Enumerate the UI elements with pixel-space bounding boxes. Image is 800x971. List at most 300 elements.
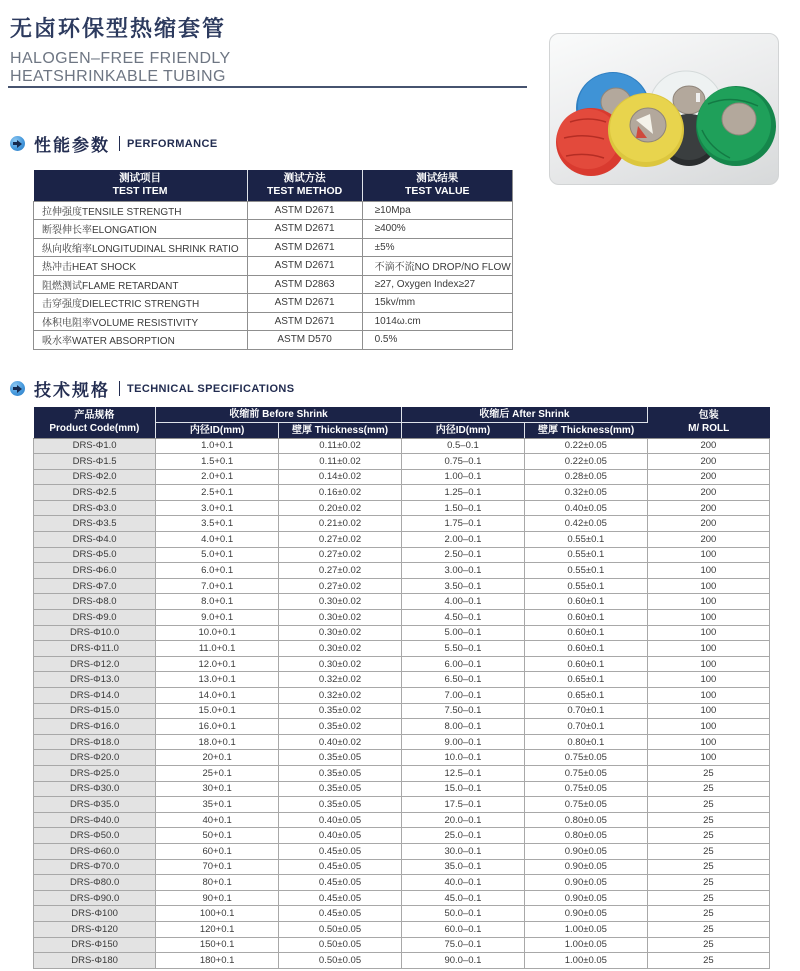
table-cell: 0.14±0.02 — [279, 469, 402, 485]
table-cell: 25+0.1 — [156, 765, 279, 781]
table-row — [34, 257, 513, 276]
table-cell: DRS-Φ10.0 — [34, 625, 156, 641]
table-cell: 200 — [647, 454, 769, 470]
table-row — [34, 828, 770, 844]
col-test-item-en: TEST ITEM — [112, 185, 168, 198]
table-cell: 拉伸强度TENSILE STRENGTH — [34, 201, 248, 220]
table-cell: 热冲击HEAT SHOCK — [34, 257, 248, 276]
table-cell: 0.50±0.05 — [279, 953, 402, 969]
table-cell: 25 — [647, 797, 769, 813]
table-cell: 0.20±0.02 — [279, 500, 402, 516]
table-cell: DRS-Φ1.0 — [34, 438, 156, 454]
table-row — [34, 201, 513, 220]
table-cell: DRS-Φ3.5 — [34, 516, 156, 532]
table-cell: 0.90±0.05 — [524, 890, 647, 906]
table-row — [34, 921, 770, 937]
table-cell: DRS-Φ70.0 — [34, 859, 156, 875]
table-cell: 0.50±0.05 — [279, 921, 402, 937]
specs-header-row-1 — [34, 407, 770, 422]
table-row — [34, 812, 770, 828]
table-row — [34, 485, 770, 501]
table-cell: 0.55±0.1 — [524, 547, 647, 563]
table-cell: 0.32±0.02 — [279, 688, 402, 704]
col-product-code — [34, 407, 156, 438]
table-row — [34, 469, 770, 485]
table-cell: 0.30±0.02 — [279, 594, 402, 610]
table-cell: DRS-Φ14.0 — [34, 688, 156, 704]
table-row — [34, 331, 513, 350]
table-cell: 0.60±0.1 — [524, 656, 647, 672]
table-row — [34, 500, 770, 516]
table-row — [34, 875, 770, 891]
table-cell: 25.0–0.1 — [401, 828, 524, 844]
table-cell: 0.90±0.05 — [524, 843, 647, 859]
table-cell: 100 — [647, 734, 769, 750]
table-cell: 0.60±0.1 — [524, 610, 647, 626]
table-row — [34, 547, 770, 563]
table-cell: 100 — [647, 641, 769, 657]
table-cell: 0.16±0.02 — [279, 485, 402, 501]
table-cell: 0.30±0.02 — [279, 641, 402, 657]
table-cell: DRS-Φ13.0 — [34, 672, 156, 688]
table-cell: 0.55±0.1 — [524, 532, 647, 548]
table-cell: DRS-Φ150 — [34, 937, 156, 953]
table-cell: 25 — [647, 906, 769, 922]
arrow-circle-icon — [10, 381, 25, 396]
table-cell: 0.90±0.05 — [524, 859, 647, 875]
table-cell: DRS-Φ6.0 — [34, 563, 156, 579]
col-before-thickness: 壁厚 Thickness(mm) — [279, 422, 402, 438]
table-cell: 1.50–0.1 — [401, 500, 524, 516]
col-test-method — [247, 170, 362, 201]
table-cell: DRS-Φ2.5 — [34, 485, 156, 501]
table-cell: 14.0+0.1 — [156, 688, 279, 704]
table-cell: 0.75±0.05 — [524, 781, 647, 797]
table-cell: 0.75–0.1 — [401, 454, 524, 470]
table-cell: 0.27±0.02 — [279, 563, 402, 579]
table-cell: 80+0.1 — [156, 875, 279, 891]
table-cell: 100 — [647, 719, 769, 735]
table-cell: 17.5–0.1 — [401, 797, 524, 813]
performance-title-en: PERFORMANCE — [127, 137, 218, 150]
table-cell: 200 — [647, 438, 769, 454]
table-cell: 0.40±0.05 — [279, 812, 402, 828]
table-cell: 12.0+0.1 — [156, 656, 279, 672]
table-cell: 50.0–0.1 — [401, 906, 524, 922]
table-cell: 8.0+0.1 — [156, 594, 279, 610]
table-cell: 0.35±0.05 — [279, 750, 402, 766]
specs-section-header — [10, 376, 294, 401]
arrow-circle-icon — [10, 136, 25, 151]
table-cell: 7.50–0.1 — [401, 703, 524, 719]
table-row — [34, 454, 770, 470]
table-cell: 0.28±0.05 — [524, 469, 647, 485]
col-product-code-cn: 产品规格 — [74, 410, 115, 422]
table-cell: DRS-Φ11.0 — [34, 641, 156, 657]
table-cell: 100 — [647, 703, 769, 719]
specs-table-body — [34, 438, 770, 968]
table-cell: 0.35±0.02 — [279, 703, 402, 719]
table-cell: ASTM D2671 — [247, 220, 362, 239]
table-cell: ASTM D2671 — [247, 257, 362, 276]
table-cell: 1.00±0.05 — [524, 937, 647, 953]
table-cell: 0.40±0.05 — [279, 828, 402, 844]
table-cell: 7.0+0.1 — [156, 578, 279, 594]
table-cell: 0.27±0.02 — [279, 547, 402, 563]
table-cell: 0.60±0.1 — [524, 594, 647, 610]
performance-title-cn: 性能参数 — [34, 136, 110, 155]
table-cell: 0.80±0.1 — [524, 734, 647, 750]
performance-table-body — [34, 201, 513, 349]
table-row — [34, 275, 513, 294]
table-cell: 3.0+0.1 — [156, 500, 279, 516]
subtitle-line-2: HEATSHRINKABLE TUBING — [10, 68, 226, 86]
table-cell: 0.45±0.05 — [279, 906, 402, 922]
table-cell: DRS-Φ180 — [34, 953, 156, 969]
table-cell: 0.11±0.02 — [279, 454, 402, 470]
table-cell: 18.0+0.1 — [156, 734, 279, 750]
performance-table — [33, 170, 513, 350]
page-subtitle — [10, 50, 231, 86]
table-cell: 0.30±0.02 — [279, 610, 402, 626]
col-test-item-cn: 测试项目 — [119, 172, 162, 185]
table-cell: 0.5–0.1 — [401, 438, 524, 454]
table-row — [34, 688, 770, 704]
table-row — [34, 625, 770, 641]
table-cell: 16.0+0.1 — [156, 719, 279, 735]
table-cell: 90+0.1 — [156, 890, 279, 906]
table-cell: 0.45±0.05 — [279, 843, 402, 859]
table-cell: 9.00–0.1 — [401, 734, 524, 750]
table-cell: 25 — [647, 921, 769, 937]
table-cell: DRS-Φ18.0 — [34, 734, 156, 750]
table-cell: 150+0.1 — [156, 937, 279, 953]
table-cell: 0.27±0.02 — [279, 578, 402, 594]
table-cell: 7.00–0.1 — [401, 688, 524, 704]
col-after-id: 内径ID(mm) — [401, 422, 524, 438]
table-cell: 35.0–0.1 — [401, 859, 524, 875]
table-cell: 2.50–0.1 — [401, 547, 524, 563]
table-cell: 0.32±0.05 — [524, 485, 647, 501]
table-cell: 2.5+0.1 — [156, 485, 279, 501]
table-cell: DRS-Φ4.0 — [34, 532, 156, 548]
table-row — [34, 890, 770, 906]
table-cell: 0.40±0.05 — [524, 500, 647, 516]
table-cell: DRS-Φ120 — [34, 921, 156, 937]
table-cell: 0.35±0.05 — [279, 797, 402, 813]
table-cell: 15.0–0.1 — [401, 781, 524, 797]
table-cell: ASTM D2671 — [247, 238, 362, 257]
table-cell: 30+0.1 — [156, 781, 279, 797]
table-cell: DRS-Φ30.0 — [34, 781, 156, 797]
table-cell: 200 — [647, 469, 769, 485]
table-cell: 25 — [647, 937, 769, 953]
table-cell: 阻燃测试FLAME RETARDANT — [34, 275, 248, 294]
table-cell: 100 — [647, 563, 769, 579]
table-cell: ASTM D2671 — [247, 294, 362, 313]
col-pack-en: M/ ROLL — [688, 423, 730, 435]
table-cell: 1.75–0.1 — [401, 516, 524, 532]
col-group-after-shrink: 收缩后 After Shrink — [401, 407, 647, 422]
table-cell: 13.0+0.1 — [156, 672, 279, 688]
table-cell: 100 — [647, 594, 769, 610]
table-cell: 0.60±0.1 — [524, 641, 647, 657]
table-cell: 0.75±0.05 — [524, 750, 647, 766]
table-cell: 100 — [647, 688, 769, 704]
table-cell: 4.0+0.1 — [156, 532, 279, 548]
table-cell: DRS-Φ7.0 — [34, 578, 156, 594]
table-cell: 3.50–0.1 — [401, 578, 524, 594]
table-row — [34, 859, 770, 875]
table-cell: 9.0+0.1 — [156, 610, 279, 626]
table-cell: 0.75±0.05 — [524, 797, 647, 813]
table-cell: 0.65±0.1 — [524, 672, 647, 688]
table-cell: 1.0+0.1 — [156, 438, 279, 454]
table-cell: 100 — [647, 672, 769, 688]
table-row — [34, 781, 770, 797]
table-cell: ASTM D2671 — [247, 201, 362, 220]
table-cell: 100 — [647, 610, 769, 626]
table-cell: ≥400% — [362, 220, 512, 239]
table-cell: 6.0+0.1 — [156, 563, 279, 579]
table-cell: 0.42±0.05 — [524, 516, 647, 532]
table-cell: 0.11±0.02 — [279, 438, 402, 454]
table-cell: 30.0–0.1 — [401, 843, 524, 859]
table-cell: 1.00±0.05 — [524, 953, 647, 969]
table-cell: 断裂伸长率ELONGATION — [34, 220, 248, 239]
table-cell: 8.00–0.1 — [401, 719, 524, 735]
table-cell: DRS-Φ9.0 — [34, 610, 156, 626]
tubing-roll-yellow — [608, 93, 684, 167]
table-cell: 0.22±0.05 — [524, 454, 647, 470]
table-cell: DRS-Φ90.0 — [34, 890, 156, 906]
table-cell: ≥27, Oxygen Index≥27 — [362, 275, 512, 294]
table-cell: DRS-Φ5.0 — [34, 547, 156, 563]
table-cell: 5.50–0.1 — [401, 641, 524, 657]
table-cell: DRS-Φ20.0 — [34, 750, 156, 766]
table-cell: 1014ω.cm — [362, 312, 512, 331]
tubing-roll-green — [696, 86, 776, 166]
col-test-value-cn: 测试结果 — [416, 172, 459, 185]
table-row — [34, 656, 770, 672]
table-cell: 0.60±0.1 — [524, 625, 647, 641]
table-cell: 60.0–0.1 — [401, 921, 524, 937]
table-cell: DRS-Φ12.0 — [34, 656, 156, 672]
table-cell: 25 — [647, 953, 769, 969]
table-cell: 不滴不流NO DROP/NO FLOW — [362, 257, 512, 276]
table-row — [34, 594, 770, 610]
col-after-thickness: 壁厚 Thickness(mm) — [524, 422, 647, 438]
table-cell: 200 — [647, 485, 769, 501]
table-row — [34, 734, 770, 750]
table-cell: 70+0.1 — [156, 859, 279, 875]
table-cell: DRS-Φ2.0 — [34, 469, 156, 485]
product-photo — [549, 33, 779, 185]
table-cell: DRS-Φ1.5 — [34, 454, 156, 470]
table-cell: 75.0–0.1 — [401, 937, 524, 953]
table-cell: 4.50–0.1 — [401, 610, 524, 626]
table-row — [34, 294, 513, 313]
table-cell: ASTM D2863 — [247, 275, 362, 294]
table-cell: 0.80±0.05 — [524, 812, 647, 828]
table-row — [34, 750, 770, 766]
table-cell: 100 — [647, 625, 769, 641]
col-product-code-en: Product Code(mm) — [49, 423, 140, 435]
table-cell: 3.00–0.1 — [401, 563, 524, 579]
subtitle-line-1: HALOGEN–FREE FRIENDLY — [10, 50, 231, 67]
table-row — [34, 703, 770, 719]
table-cell: 25 — [647, 859, 769, 875]
col-test-value — [362, 170, 512, 201]
table-cell: 5.00–0.1 — [401, 625, 524, 641]
table-cell: 吸水率WATER ABSORPTION — [34, 331, 248, 350]
table-cell: 15kv/mm — [362, 294, 512, 313]
table-cell: 120+0.1 — [156, 921, 279, 937]
table-cell: 25 — [647, 843, 769, 859]
performance-header-row — [34, 170, 513, 201]
table-cell: 0.45±0.05 — [279, 875, 402, 891]
table-cell: 3.5+0.1 — [156, 516, 279, 532]
section-title-divider — [119, 381, 120, 396]
table-cell: 5.0+0.1 — [156, 547, 279, 563]
table-cell: DRS-Φ50.0 — [34, 828, 156, 844]
table-cell: 100 — [647, 656, 769, 672]
performance-section-header — [10, 131, 218, 156]
table-cell: DRS-Φ16.0 — [34, 719, 156, 735]
table-row — [34, 719, 770, 735]
table-cell: 50+0.1 — [156, 828, 279, 844]
table-cell: DRS-Φ3.0 — [34, 500, 156, 516]
table-cell: 2.00–0.1 — [401, 532, 524, 548]
header-divider — [8, 86, 527, 88]
table-cell: DRS-Φ8.0 — [34, 594, 156, 610]
table-cell: 0.90±0.05 — [524, 906, 647, 922]
table-row — [34, 438, 770, 454]
col-pack-cn: 包装 — [698, 410, 719, 422]
table-cell: 100+0.1 — [156, 906, 279, 922]
table-cell: 200 — [647, 532, 769, 548]
col-before-id: 内径ID(mm) — [156, 422, 279, 438]
col-test-value-en: TEST VALUE — [405, 185, 470, 198]
col-test-method-en: TEST METHOD — [266, 185, 343, 198]
table-cell: 0.70±0.1 — [524, 703, 647, 719]
table-cell: 0.45±0.05 — [279, 890, 402, 906]
table-cell: 6.00–0.1 — [401, 656, 524, 672]
table-row — [34, 937, 770, 953]
table-cell: 1.5+0.1 — [156, 454, 279, 470]
table-cell: 0.40±0.02 — [279, 734, 402, 750]
table-cell: 10.0+0.1 — [156, 625, 279, 641]
table-cell: 击穿强度DIELECTRIC STRENGTH — [34, 294, 248, 313]
table-row — [34, 516, 770, 532]
table-row — [34, 843, 770, 859]
table-cell: 20+0.1 — [156, 750, 279, 766]
table-cell: 100 — [647, 578, 769, 594]
table-cell: DRS-Φ80.0 — [34, 875, 156, 891]
table-cell: 0.90±0.05 — [524, 875, 647, 891]
specs-table — [33, 407, 770, 969]
table-cell: 20.0–0.1 — [401, 812, 524, 828]
table-cell: 0.32±0.02 — [279, 672, 402, 688]
title-block — [10, 12, 231, 86]
table-cell: 0.50±0.05 — [279, 937, 402, 953]
table-cell: DRS-Φ40.0 — [34, 812, 156, 828]
table-cell: 45.0–0.1 — [401, 890, 524, 906]
table-cell: ASTM D2671 — [247, 312, 362, 331]
table-row — [34, 220, 513, 239]
table-cell: 0.30±0.02 — [279, 656, 402, 672]
table-cell: 0.70±0.1 — [524, 719, 647, 735]
table-cell: 0.35±0.02 — [279, 719, 402, 735]
table-cell: 10.0–0.1 — [401, 750, 524, 766]
table-row — [34, 672, 770, 688]
tubing-rolls-illustration — [550, 34, 779, 185]
table-cell: 0.80±0.05 — [524, 828, 647, 844]
table-cell: 0.27±0.02 — [279, 532, 402, 548]
table-row — [34, 238, 513, 257]
specs-title-cn: 技术规格 — [34, 381, 110, 400]
table-cell: 0.35±0.05 — [279, 765, 402, 781]
table-row — [34, 906, 770, 922]
table-cell: 15.0+0.1 — [156, 703, 279, 719]
col-pack — [647, 407, 769, 438]
table-cell: 90.0–0.1 — [401, 953, 524, 969]
table-cell: 25 — [647, 890, 769, 906]
table-cell: 0.5% — [362, 331, 512, 350]
table-cell: 0.30±0.02 — [279, 625, 402, 641]
table-cell: 0.21±0.02 — [279, 516, 402, 532]
table-cell: 25 — [647, 781, 769, 797]
table-row — [34, 797, 770, 813]
table-cell: 4.00–0.1 — [401, 594, 524, 610]
table-row — [34, 641, 770, 657]
table-cell: 60+0.1 — [156, 843, 279, 859]
table-cell: ≥10Mpa — [362, 201, 512, 220]
col-group-before-shrink: 收缩前 Before Shrink — [156, 407, 402, 422]
table-cell: 1.00±0.05 — [524, 921, 647, 937]
table-cell: 40.0–0.1 — [401, 875, 524, 891]
table-cell: DRS-Φ100 — [34, 906, 156, 922]
table-row — [34, 312, 513, 331]
table-row — [34, 578, 770, 594]
table-row — [34, 532, 770, 548]
table-cell: 180+0.1 — [156, 953, 279, 969]
col-test-method-cn: 测试方法 — [283, 172, 326, 185]
table-cell: 25 — [647, 875, 769, 891]
table-cell: 40+0.1 — [156, 812, 279, 828]
table-cell: 1.25–0.1 — [401, 485, 524, 501]
table-cell: 200 — [647, 516, 769, 532]
table-cell: 1.00–0.1 — [401, 469, 524, 485]
table-cell: 0.35±0.05 — [279, 781, 402, 797]
col-test-item — [34, 170, 248, 201]
table-cell: 200 — [647, 500, 769, 516]
table-cell: 35+0.1 — [156, 797, 279, 813]
table-cell: ±5% — [362, 238, 512, 257]
table-cell: 25 — [647, 812, 769, 828]
table-cell: DRS-Φ35.0 — [34, 797, 156, 813]
table-cell: 0.45±0.05 — [279, 859, 402, 875]
table-cell: 0.55±0.1 — [524, 563, 647, 579]
table-cell: 0.75±0.05 — [524, 765, 647, 781]
table-cell: 25 — [647, 828, 769, 844]
table-cell: 0.22±0.05 — [524, 438, 647, 454]
table-row — [34, 953, 770, 969]
table-cell: 25 — [647, 765, 769, 781]
table-cell: 体积电阻率VOLUME RESISTIVITY — [34, 312, 248, 331]
table-cell: 2.0+0.1 — [156, 469, 279, 485]
table-cell: 6.50–0.1 — [401, 672, 524, 688]
